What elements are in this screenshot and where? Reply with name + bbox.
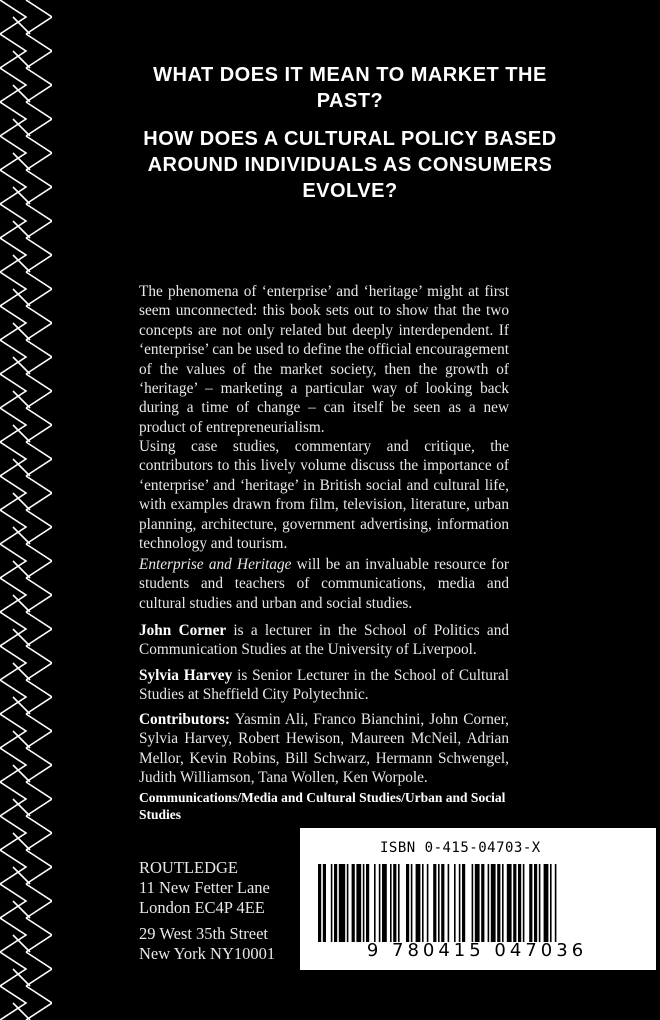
us-address-line-2: New York NY10001 [139, 944, 276, 963]
editor-bio-1-text: is a lecturer in the School of Politics and Communication Studies at the University of Liverpool. [139, 622, 510, 659]
description-paragraph-3 [139, 555, 509, 613]
contributors-list [139, 710, 509, 788]
subject-category: Communications/Media and Cultural Studies/Urban and Social Studies [139, 790, 506, 822]
us-address-line-1: 29 West 35th Street [139, 924, 268, 943]
publisher-name: ROUTLEDGE [139, 858, 238, 877]
uk-address-line-1: 11 New Fetter Lane [139, 878, 270, 897]
description-paragraph-2: Using case studies, commentary and critique, the contributors to this lively volume discuss the importance of ‘enterprise’ and ‘heritage’ in British social and cultural life, with examples drawn from film, television, literature, urban planning, architecture, government advertising, information technology and tourism. [139, 438, 509, 553]
editor-name-1: John Corner [139, 622, 227, 639]
barcode-bars [318, 864, 638, 942]
editor-bio-1 [139, 621, 509, 660]
contributors-names: Yasmin Ali, Franco Bianchini, John Corner, Sylvia Harvey, Robert Hewison, Maureen McNeil, Adrian Mellor, Kevin Robins, Bill Schwarz, Hermann Schwengel, Judith Williamson, Tana Wollen, Ken Worpole. [139, 711, 509, 787]
editor-bio-2-text: is Senior Lecturer in the School of Cultural Studies at Sheffield City Polytechnic. [139, 667, 509, 704]
isbn-label: ISBN 0-415-04703-X [380, 840, 541, 856]
publisher-uk-address [139, 858, 309, 918]
decorative-zigzag-border [0, 0, 52, 1020]
headline-question-2: HOW DOES A CULTURAL POLICY BASED AROUND INDIVIDUALS AS CONSUMERS EVOLVE? [143, 128, 557, 202]
paragraph-3-text: will be an invaluable resource for students and teachers of communications, media and cultural studies and urban and social studies. [139, 556, 509, 612]
uk-address-line-2: London EC4P 4EE [139, 898, 265, 917]
description-paragraph-1: The phenomena of ‘enterprise’ and ‘heritage’ might at first seem unconnected: this book sets out to show that the two concepts are not only related but deeply interdependent. If ‘enterprise’ can be used to define the official encouragement of the values of the market society, then the growth of ‘heritage’ – marketing a particular way of looking back during a time of change – can itself be seen as a new product of entrepreneurialism. [139, 283, 509, 436]
barcode-panel [300, 828, 656, 970]
contributors-label: Contributors: [139, 711, 230, 728]
editor-bio-2 [139, 666, 509, 705]
editor-name-2: Sylvia Harvey [139, 667, 233, 684]
headline-question-1: WHAT DOES IT MEAN TO MARKET THE PAST? [153, 64, 547, 112]
ean-number: 9 780415 047036 [366, 940, 588, 961]
book-title: Enterprise and Heritage [139, 556, 292, 573]
publisher-us-address [139, 924, 309, 964]
